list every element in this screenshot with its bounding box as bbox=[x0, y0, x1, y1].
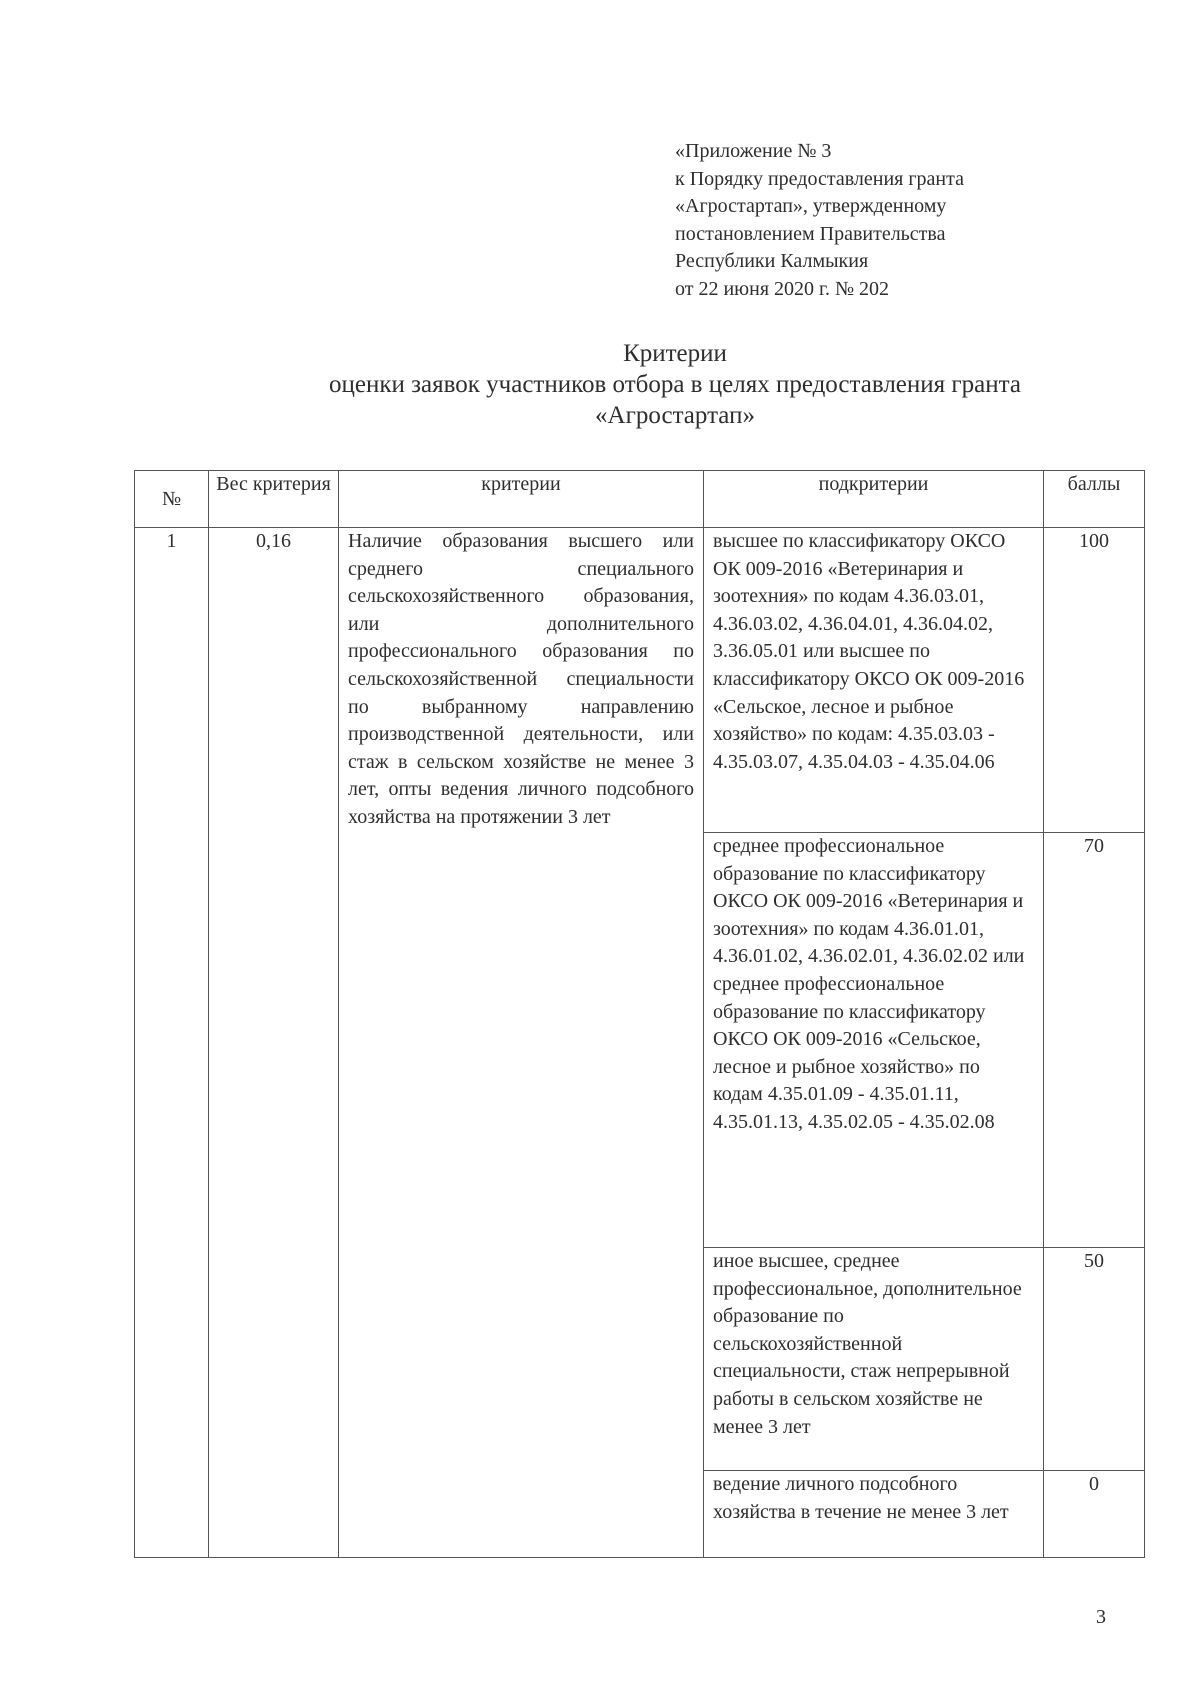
table-header-row bbox=[135, 471, 1145, 528]
title-line: «Агростартап» bbox=[595, 402, 755, 429]
appendix-line: к Порядку предоставления гранта bbox=[675, 167, 964, 190]
appendix-line: от 22 июня 2020 г. № 202 bbox=[675, 277, 890, 300]
header-weight: Вес критерия bbox=[209, 471, 339, 528]
title-line: Критерии bbox=[623, 340, 727, 367]
subcriterion-text: высшее по классификатору ОКСО ОК 009-2016 «Ветеринария и зоотехния» по кодам 4.36.03.01, 4.36.03.02, 4.36.04.01, 4.36.04.02, 3.36.05.01 или высшее по классификатору ОКСО ОК 009-2016 «Сельское, лесное и рыбное хозяйство» по кодам: 4.35.03.03 - 4.35.03.07, 4.35.04.03 - 4.35.04.06 bbox=[704, 528, 1044, 833]
header-subcriteria: подкритерии bbox=[704, 471, 1044, 528]
title-line: оценки заявок участников отбора в целях предоставления гранта bbox=[329, 371, 1021, 398]
appendix-line: «Агростартап», утвержденному bbox=[675, 195, 947, 217]
table-row bbox=[135, 528, 1145, 833]
appendix-reference bbox=[675, 138, 964, 303]
row-number: 1 bbox=[135, 528, 209, 1558]
criteria-table bbox=[134, 470, 1145, 1558]
subcriterion-points: 70 bbox=[1044, 833, 1145, 1248]
subcriterion-points: 0 bbox=[1044, 1471, 1145, 1558]
page-number: 3 bbox=[1096, 1606, 1106, 1628]
subcriterion-text: иное высшее, среднее профессиональное, дополнительное образование по сельскохозяйственной специальности, стаж непрерывной работы в сельском хозяйстве не менее 3 лет bbox=[704, 1248, 1044, 1471]
document-title bbox=[130, 338, 1200, 431]
header-points: баллы bbox=[1044, 471, 1145, 528]
appendix-line: «Приложение № 3 bbox=[675, 140, 832, 162]
header-number: № bbox=[135, 471, 209, 528]
header-criteria: критерии bbox=[339, 471, 704, 528]
subcriterion-text: среднее профессиональное образование по классификатору ОКСО ОК 009-2016 «Ветеринария и зоотехния» по кодам 4.36.01.01, 4.36.01.02, 4.36.02.01, 4.36.02.02 или среднее профессиональное образование по классификатору ОКСО ОК 009-2016 «Сельское, лесное и рыбное хозяйство» по кодам 4.35.01.09 - 4.35.01.11, 4.35.01.13, 4.35.02.05 - 4.35.02.08 bbox=[704, 833, 1044, 1248]
subcriterion-text: ведение личного подсобного хозяйства в течение не менее 3 лет bbox=[704, 1471, 1044, 1558]
appendix-line: Республики Калмыкия bbox=[675, 250, 869, 272]
subcriterion-points: 50 bbox=[1044, 1248, 1145, 1471]
appendix-line: постановлением Правительства bbox=[675, 222, 946, 245]
criterion-weight: 0,16 bbox=[209, 528, 339, 1558]
criterion-text: Наличие образования высшего или среднего специального сельскохозяйственного образования, или дополнительного профессионального образования по сельскохозяйственной специальности по выбранному направлению производственной деятельности, или стаж в сельском хозяйстве не менее 3 лет, опты ведения личного подсобного хозяйства на протяжении 3 лет bbox=[339, 528, 704, 1558]
subcriterion-points: 100 bbox=[1044, 528, 1145, 833]
